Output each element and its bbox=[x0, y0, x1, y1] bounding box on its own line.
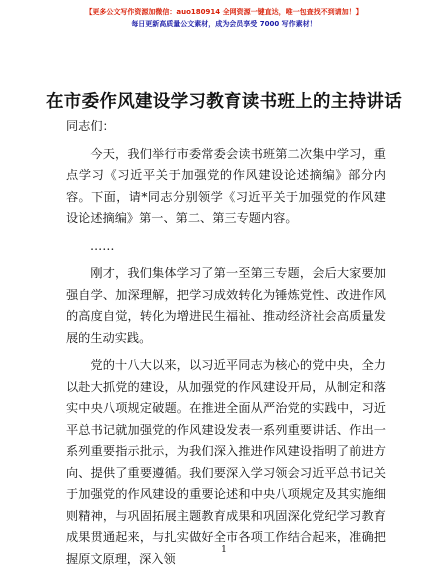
document-body bbox=[66, 116, 386, 576]
paragraph-2: 刚才，我们集体学习了第一至第三专题，会后大家要加强自学、加深理解，把学习成效转化为锤炼党性、改进作风的高度自觉，转化为增进民生福祉、推动经济社会高质量发展的生动实践。 bbox=[66, 266, 386, 345]
page-number: 1 bbox=[221, 545, 227, 555]
promo-banner-line-1: 【更多公文写作资源加微信：auo180914 全网资源一键直达，唯一包查找不到请加！】 bbox=[85, 8, 363, 16]
ellipsis-line: …… bbox=[90, 238, 115, 253]
greeting: 同志们： bbox=[66, 119, 115, 133]
paragraph-1: 今天，我们举行市委常委会读书班第二次集中学习，重点学习《习近平关于加强党的作风建设论述摘编》部分内容。下面，请*同志分别领学《习近平关于加强党的作风建设论述摘编》第一、第二、第三专题内容。 bbox=[66, 146, 386, 225]
document-title: 在市委作风建设学习教育读书班上的主持讲话 bbox=[46, 92, 402, 112]
promo-banner bbox=[0, 6, 448, 30]
promo-banner-line-2: 每日更新高质量公文素材，成为会员享受 7000 写作素材！ bbox=[131, 20, 317, 28]
paragraph-3: 党的十八大以来，以习近平同志为核心的党中央，全力以赴大抓党的建设，从加强党的作风建设开局，从制定和落实中央八项规定破题。在推进全面从严治党的实践中，习近平总书记就加强党的作风建设发表一系列重要讲话、作出一系列重要指示批示，为我们深入推进作风建设指明了前进方向、提供了重要遵循。我们要深入学习领会习近平总书记关于加强党的作风建设的重要论述和中央八项规定及其实施细则精神，与巩固拓展主题教育成果和巩固深化党纪学习教育成果贯通起来，与扎实做好全市各项工作结合起来，准确把握原文原理，深入领 bbox=[66, 358, 386, 566]
